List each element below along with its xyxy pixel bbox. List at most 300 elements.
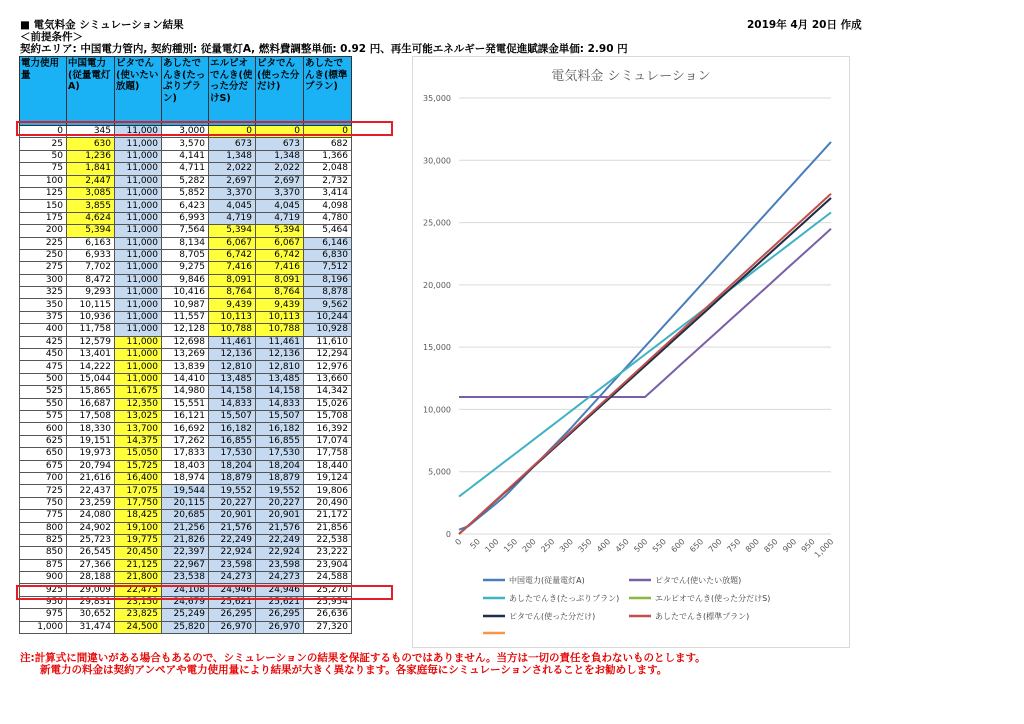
price-cell: 15,044 [67, 373, 115, 385]
price-cell: 23,598 [256, 559, 304, 571]
price-cell: 673 [209, 138, 256, 150]
legend-label-2: あしたでんき(たっぷりプラン) [509, 594, 620, 603]
price-cell: 23,538 [162, 572, 209, 584]
price-cell: 0 [304, 126, 352, 138]
price-cell: 17,530 [256, 448, 304, 460]
price-cell: 11,461 [256, 336, 304, 348]
price-cell: 19,544 [162, 485, 209, 497]
price-cell: 23,598 [209, 559, 256, 571]
price-cell: 20,490 [304, 497, 352, 509]
price-cell: 10,244 [304, 311, 352, 323]
price-cell: 6,993 [162, 212, 209, 224]
usage-cell: 225 [20, 237, 67, 249]
usage-cell: 425 [20, 336, 67, 348]
price-cell: 18,204 [256, 460, 304, 472]
price-cell: 2,447 [67, 175, 115, 187]
price-cell: 14,833 [256, 398, 304, 410]
price-cell: 24,273 [256, 572, 304, 584]
price-cell: 27,320 [304, 621, 352, 633]
price-cell: 9,439 [256, 299, 304, 311]
price-cell: 12,136 [256, 349, 304, 361]
price-cell: 15,708 [304, 410, 352, 422]
price-cell: 2,022 [256, 163, 304, 175]
price-cell: 11,000 [115, 311, 162, 323]
price-cell: 19,151 [67, 435, 115, 447]
price-cell: 14,342 [304, 386, 352, 398]
price-cell: 15,725 [115, 460, 162, 472]
table-row [20, 609, 352, 621]
price-cell: 24,108 [162, 584, 209, 596]
price-cell: 23,222 [304, 547, 352, 559]
price-cell: 18,425 [115, 510, 162, 522]
price-cell: 6,742 [209, 249, 256, 261]
usage-cell: 450 [20, 349, 67, 361]
table-row [20, 534, 352, 546]
price-cell: 12,810 [209, 361, 256, 373]
usage-cell: 575 [20, 410, 67, 422]
column-header-5: ピタでん(使った分だけ) [256, 57, 304, 126]
price-cell: 21,256 [162, 522, 209, 534]
table-row [20, 324, 352, 336]
y-tick-label: 15,000 [423, 343, 451, 353]
price-cell: 4,711 [162, 163, 209, 175]
price-cell: 18,403 [162, 460, 209, 472]
usage-cell: 150 [20, 200, 67, 212]
table-row [20, 621, 352, 633]
price-cell: 11,675 [115, 386, 162, 398]
price-cell: 3,085 [67, 187, 115, 199]
price-cell: 19,124 [304, 472, 352, 484]
price-cell: 11,000 [115, 237, 162, 249]
price-cell: 13,401 [67, 349, 115, 361]
table-row [20, 163, 352, 175]
price-cell: 13,025 [115, 410, 162, 422]
price-cell: 13,485 [209, 373, 256, 385]
price-cell: 11,000 [115, 287, 162, 299]
price-cell: 24,273 [209, 572, 256, 584]
price-cell: 18,879 [256, 472, 304, 484]
price-cell: 345 [67, 126, 115, 138]
price-cell: 11,000 [115, 200, 162, 212]
price-cell: 8,196 [304, 274, 352, 286]
legend-label-0: 中国電力(従量電灯A) [509, 576, 585, 585]
table-header-row [20, 57, 352, 126]
usage-cell: 550 [20, 398, 67, 410]
table-row [20, 559, 352, 571]
x-tick-label: 1,000 [812, 537, 836, 560]
price-cell: 14,158 [256, 386, 304, 398]
price-cell: 12,698 [162, 336, 209, 348]
x-tick-label: 850 [762, 537, 780, 555]
price-cell: 11,000 [115, 349, 162, 361]
price-cell: 26,636 [304, 609, 352, 621]
price-cell: 4,719 [209, 212, 256, 224]
price-cell: 9,439 [209, 299, 256, 311]
price-cell: 22,924 [209, 547, 256, 559]
y-tick-label: 10,000 [423, 405, 451, 415]
price-cell: 17,750 [115, 497, 162, 509]
price-cell: 12,810 [256, 361, 304, 373]
price-cell: 1,366 [304, 150, 352, 162]
column-header-3: あしたでんき(たっぷりプラン) [162, 57, 209, 126]
price-cell: 17,075 [115, 485, 162, 497]
price-cell: 15,551 [162, 398, 209, 410]
usage-cell: 75 [20, 163, 67, 175]
y-tick-label: 35,000 [423, 94, 451, 103]
table-row [20, 398, 352, 410]
table-row [20, 187, 352, 199]
price-cell: 8,764 [256, 287, 304, 299]
price-cell: 2,697 [209, 175, 256, 187]
x-tick-label: 550 [650, 537, 669, 555]
legend-label-3: エルピオでんき(使った分だけS) [655, 594, 771, 603]
usage-cell: 975 [20, 609, 67, 621]
price-cell: 19,552 [209, 485, 256, 497]
usage-cell: 175 [20, 212, 67, 224]
table-row [20, 262, 352, 274]
usage-cell: 300 [20, 274, 67, 286]
price-cell: 22,967 [162, 559, 209, 571]
price-cell: 682 [304, 138, 352, 150]
price-cell: 6,933 [67, 249, 115, 261]
usage-cell: 25 [20, 138, 67, 150]
table-row [20, 299, 352, 311]
chart-title: 電気料金 シミュレーション [551, 69, 711, 84]
conditions-text: 契約エリア: 中国電力管内, 契約種別: 従量電灯A, 燃料費調整単価: 0.92 円、再生可能エネルギー発電促進賦課金単価: 2.90 円 [20, 43, 628, 55]
price-cell: 17,508 [67, 410, 115, 422]
usage-cell: 1,000 [20, 621, 67, 633]
x-tick-label: 250 [539, 537, 557, 555]
price-cell: 1,236 [67, 150, 115, 162]
price-cell: 19,100 [115, 522, 162, 534]
price-cell: 23,259 [67, 497, 115, 509]
usage-cell: 400 [20, 324, 67, 336]
creation-date: 2019年 4月 20日 作成 [747, 19, 862, 31]
price-cell: 13,700 [115, 423, 162, 435]
price-cell: 20,227 [256, 497, 304, 509]
usage-cell: 0 [20, 126, 67, 138]
price-cell: 28,188 [67, 572, 115, 584]
usage-cell: 600 [20, 423, 67, 435]
chart-frame [413, 57, 850, 648]
table-row [20, 386, 352, 398]
price-cell: 11,000 [115, 225, 162, 237]
price-cell: 23,904 [304, 559, 352, 571]
price-cell: 673 [256, 138, 304, 150]
table-row [20, 485, 352, 497]
price-cell: 30,652 [67, 609, 115, 621]
price-cell: 16,855 [209, 435, 256, 447]
table-row [20, 138, 352, 150]
table-row [20, 497, 352, 509]
column-header-2: ピタでん(使いたい放題) [115, 57, 162, 126]
price-cell: 5,394 [209, 225, 256, 237]
price-cell: 20,450 [115, 547, 162, 559]
x-tick-label: 100 [483, 537, 501, 555]
price-cell: 19,806 [304, 485, 352, 497]
usage-cell: 825 [20, 534, 67, 546]
price-cell: 10,987 [162, 299, 209, 311]
price-cell: 9,846 [162, 274, 209, 286]
price-cell: 17,833 [162, 448, 209, 460]
x-tick-label: 950 [799, 537, 817, 555]
price-cell: 22,538 [304, 534, 352, 546]
price-cell: 22,437 [67, 485, 115, 497]
price-cell: 17,262 [162, 435, 209, 447]
price-cell: 21,576 [209, 522, 256, 534]
price-cell: 25,723 [67, 534, 115, 546]
price-cell: 7,416 [209, 262, 256, 274]
price-cell: 11,000 [115, 324, 162, 336]
table-row [20, 274, 352, 286]
price-cell: 4,719 [256, 212, 304, 224]
table-row [20, 448, 352, 460]
price-cell: 6,423 [162, 200, 209, 212]
price-cell: 7,416 [256, 262, 304, 274]
price-cell: 18,204 [209, 460, 256, 472]
price-cell: 16,182 [209, 423, 256, 435]
x-tick-label: 400 [595, 537, 613, 555]
price-cell: 25,621 [256, 596, 304, 608]
x-tick-label: 900 [781, 537, 799, 555]
table-row [20, 237, 352, 249]
usage-cell: 500 [20, 373, 67, 385]
usage-cell: 650 [20, 448, 67, 460]
column-header-1: 中国電力(従量電灯A) [67, 57, 115, 126]
disclaimer-line-1: 注:計算式に間違いがある場合もあるので、シミュレーションの結果を保証するものではありません。当方は一切の責任を負わないものとします。 [20, 652, 706, 664]
price-cell: 4,141 [162, 150, 209, 162]
price-cell: 20,901 [209, 510, 256, 522]
price-cell: 11,000 [115, 150, 162, 162]
price-cell: 10,115 [67, 299, 115, 311]
price-cell: 10,788 [256, 324, 304, 336]
price-cell: 6,742 [256, 249, 304, 261]
x-tick-label: 750 [725, 537, 743, 555]
price-cell: 21,856 [304, 522, 352, 534]
price-cell: 10,928 [304, 324, 352, 336]
price-cell: 17,758 [304, 448, 352, 460]
price-cell: 16,692 [162, 423, 209, 435]
legend-label-5: あしたでんき(標準プラン) [655, 612, 750, 621]
price-cell: 11,000 [115, 212, 162, 224]
price-cell: 5,464 [304, 225, 352, 237]
disclaimer-line-2: 新電力の料金は契約アンペアや電力使用量により結果が大きく異なります。各家庭毎にシミュレーションされることをお勧めします。 [40, 664, 668, 676]
price-cell: 25,249 [162, 609, 209, 621]
price-cell: 11,000 [115, 126, 162, 138]
price-cell: 10,113 [256, 311, 304, 323]
price-cell: 23,150 [115, 596, 162, 608]
price-cell: 17,530 [209, 448, 256, 460]
cost-line-chart [412, 56, 850, 648]
x-tick-label: 50 [468, 537, 483, 551]
price-cell: 20,685 [162, 510, 209, 522]
x-tick-label: 150 [502, 537, 520, 555]
price-cell: 24,946 [209, 584, 256, 596]
price-cell: 24,679 [162, 596, 209, 608]
column-header-4: エルピオでんき(使った分だけS) [209, 57, 256, 126]
table-row [20, 435, 352, 447]
price-cell: 14,158 [209, 386, 256, 398]
price-cell: 9,293 [67, 287, 115, 299]
price-cell: 9,275 [162, 262, 209, 274]
price-cell: 4,045 [209, 200, 256, 212]
usage-cell: 475 [20, 361, 67, 373]
price-cell: 11,461 [209, 336, 256, 348]
usage-cell: 925 [20, 584, 67, 596]
price-cell: 7,702 [67, 262, 115, 274]
price-cell: 3,370 [209, 187, 256, 199]
price-cell: 17,074 [304, 435, 352, 447]
price-cell: 24,902 [67, 522, 115, 534]
price-cell: 8,091 [256, 274, 304, 286]
price-cell: 25,954 [304, 596, 352, 608]
price-cell: 13,660 [304, 373, 352, 385]
price-cell: 25,621 [209, 596, 256, 608]
x-tick-label: 500 [632, 537, 650, 555]
usage-cell: 775 [20, 510, 67, 522]
usage-cell: 625 [20, 435, 67, 447]
usage-cell: 250 [20, 249, 67, 261]
price-cell: 21,576 [256, 522, 304, 534]
usage-cell: 325 [20, 287, 67, 299]
legend-label-1: ピタでん(使いたい放題) [655, 576, 742, 585]
price-cell: 19,552 [256, 485, 304, 497]
column-header-0: 電力使用量 [20, 57, 67, 126]
price-cell: 15,507 [256, 410, 304, 422]
price-cell: 18,879 [209, 472, 256, 484]
column-header-6: あしたでんき(標準プラン) [304, 57, 352, 126]
price-cell: 4,780 [304, 212, 352, 224]
legend-label-4: ピタでん(使った分だけ) [509, 612, 596, 621]
price-cell: 11,000 [115, 175, 162, 187]
price-cell: 14,833 [209, 398, 256, 410]
price-cell: 6,146 [304, 237, 352, 249]
y-tick-label: 5,000 [428, 467, 451, 477]
price-cell: 6,163 [67, 237, 115, 249]
price-cell: 10,416 [162, 287, 209, 299]
price-cell: 21,616 [67, 472, 115, 484]
table-row [20, 200, 352, 212]
price-cell: 24,080 [67, 510, 115, 522]
price-cell: 7,564 [162, 225, 209, 237]
price-cell: 11,000 [115, 249, 162, 261]
price-cell: 2,697 [256, 175, 304, 187]
price-cell: 20,227 [209, 497, 256, 509]
usage-cell: 950 [20, 596, 67, 608]
price-cell: 11,000 [115, 262, 162, 274]
price-cell: 21,800 [115, 572, 162, 584]
price-cell: 5,394 [67, 225, 115, 237]
table-row [20, 150, 352, 162]
price-cell: 11,000 [115, 299, 162, 311]
price-cell: 4,098 [304, 200, 352, 212]
price-cell: 16,121 [162, 410, 209, 422]
price-cell: 11,000 [115, 373, 162, 385]
price-cell: 5,394 [256, 225, 304, 237]
usage-cell: 375 [20, 311, 67, 323]
x-tick-label: 700 [706, 537, 724, 555]
table-row [20, 336, 352, 348]
x-tick-label: 600 [669, 537, 687, 555]
price-cell: 12,350 [115, 398, 162, 410]
price-cell: 2,022 [209, 163, 256, 175]
price-cell: 25,820 [162, 621, 209, 633]
price-cell: 11,000 [115, 163, 162, 175]
table-row [20, 311, 352, 323]
table-row [20, 472, 352, 484]
price-cell: 13,485 [256, 373, 304, 385]
price-cell: 2,048 [304, 163, 352, 175]
price-cell: 24,588 [304, 572, 352, 584]
price-cell: 1,348 [256, 150, 304, 162]
price-cell: 12,294 [304, 349, 352, 361]
price-cell: 26,295 [209, 609, 256, 621]
price-cell: 23,825 [115, 609, 162, 621]
price-cell: 8,878 [304, 287, 352, 299]
price-cell: 11,000 [115, 274, 162, 286]
price-cell: 11,000 [115, 187, 162, 199]
table-row [20, 287, 352, 299]
price-cell: 26,295 [256, 609, 304, 621]
price-cell: 10,113 [209, 311, 256, 323]
price-cell: 10,936 [67, 311, 115, 323]
table-row [20, 572, 352, 584]
usage-cell: 800 [20, 522, 67, 534]
price-cell: 16,392 [304, 423, 352, 435]
price-cell: 15,865 [67, 386, 115, 398]
price-cell: 1,348 [209, 150, 256, 162]
x-tick-label: 300 [557, 537, 576, 555]
price-cell: 8,472 [67, 274, 115, 286]
price-cell: 24,946 [256, 584, 304, 596]
price-cell: 12,128 [162, 324, 209, 336]
table-row [20, 175, 352, 187]
price-cell: 3,370 [256, 187, 304, 199]
usage-cell: 850 [20, 547, 67, 559]
table-row [20, 510, 352, 522]
price-cell: 8,091 [209, 274, 256, 286]
price-cell: 8,134 [162, 237, 209, 249]
price-cell: 31,474 [67, 621, 115, 633]
price-cell: 12,976 [304, 361, 352, 373]
y-tick-label: 30,000 [423, 156, 451, 166]
price-cell: 3,855 [67, 200, 115, 212]
price-cell: 26,970 [256, 621, 304, 633]
price-cell: 20,115 [162, 497, 209, 509]
price-cell: 18,974 [162, 472, 209, 484]
price-cell: 21,172 [304, 510, 352, 522]
usage-cell: 200 [20, 225, 67, 237]
table-row [20, 126, 352, 138]
price-cell: 29,009 [67, 584, 115, 596]
price-cell: 14,222 [67, 361, 115, 373]
price-cell: 26,970 [209, 621, 256, 633]
conditions-label: ＜前提条件＞ [20, 31, 83, 43]
table-row [20, 225, 352, 237]
price-cell: 11,000 [115, 138, 162, 150]
y-tick-label: 20,000 [423, 280, 451, 290]
price-cell: 22,397 [162, 547, 209, 559]
usage-cell: 675 [20, 460, 67, 472]
price-cell: 630 [67, 138, 115, 150]
price-cell: 1,841 [67, 163, 115, 175]
price-cell: 3,000 [162, 126, 209, 138]
price-cell: 22,249 [209, 534, 256, 546]
price-cell: 11,758 [67, 324, 115, 336]
price-cell: 10,788 [209, 324, 256, 336]
x-tick-label: 800 [743, 537, 762, 555]
price-cell: 15,050 [115, 448, 162, 460]
